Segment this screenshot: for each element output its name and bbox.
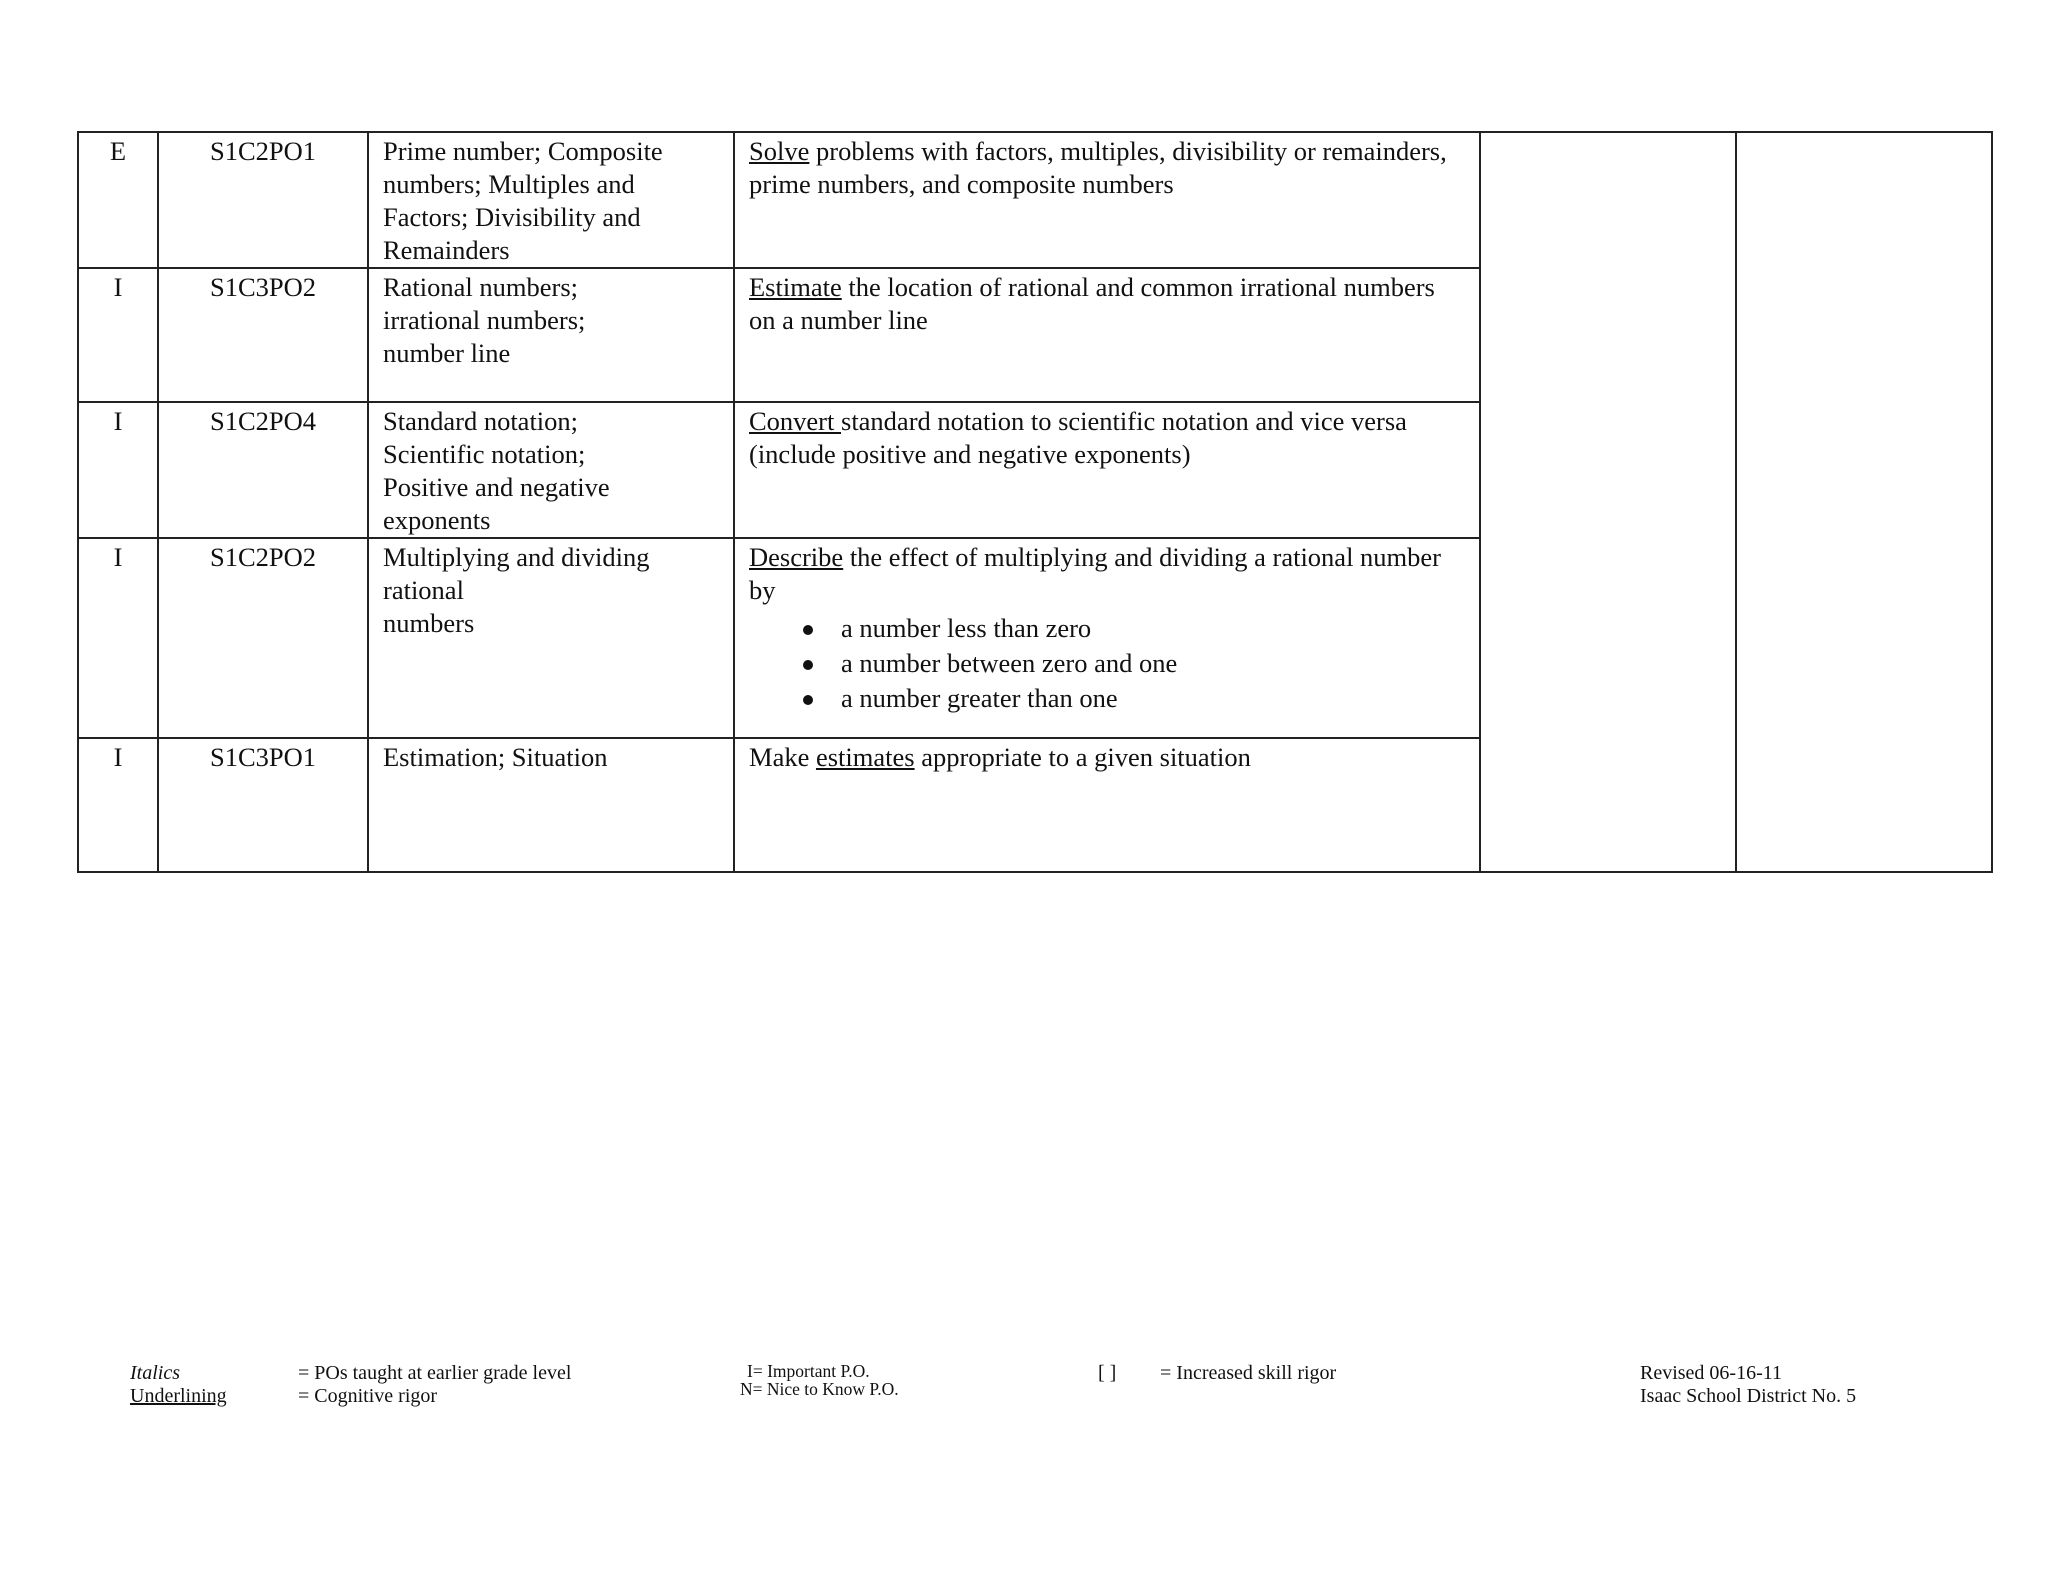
bullet-item: a number between zero and one: [841, 646, 1465, 681]
concept-line: Factors; Divisibility and: [383, 202, 641, 232]
code-cell: S1C2PO2: [158, 538, 368, 738]
legend-bracket-desc: = Increased skill rigor: [1160, 1362, 1337, 1384]
legend-important: I= Important P.O.: [747, 1361, 870, 1381]
concepts-cell: [368, 132, 734, 268]
objective-cell: [734, 738, 1480, 872]
objective-verb: Describe: [749, 542, 844, 572]
bullet-item: a number less than zero: [841, 611, 1465, 646]
objective-text: appropriate to a given situation: [914, 742, 1251, 772]
level-cell: I: [78, 538, 158, 738]
code-cell: S1C2PO1: [158, 132, 368, 268]
blank-column-cell: [1480, 132, 1736, 872]
concept-line: Rational numbers;: [383, 272, 579, 302]
bullet-item: a number greater than one: [841, 681, 1465, 716]
legend-italics-desc: = POs taught at earlier grade level: [298, 1362, 572, 1384]
objective-cell: [734, 538, 1480, 738]
legend-italics-label: Italics: [130, 1362, 180, 1384]
blank-column-cell: [1736, 132, 1992, 872]
objective-verb: estimates: [815, 742, 915, 772]
table-row: [78, 132, 1992, 268]
concept-line: numbers; Multiples and: [383, 169, 635, 199]
code-cell: S1C3PO1: [158, 738, 368, 872]
level-cell: I: [78, 402, 158, 538]
objective-verb: Convert: [749, 406, 841, 436]
concepts-cell: [368, 738, 734, 872]
legend-bracket-symbol: [ ]: [1098, 1362, 1117, 1384]
legend-nice-to-know: N= Nice to Know P.O.: [740, 1379, 899, 1399]
concepts-cell: [368, 268, 734, 402]
concept-line: Prime number; Composite: [383, 136, 663, 166]
level-cell: I: [78, 738, 158, 872]
concept-line: Remainders: [383, 235, 510, 265]
objective-bullet-list: [749, 611, 1465, 716]
objective-verb: Solve: [749, 136, 810, 166]
district-name: Isaac School District No. 5: [1640, 1385, 1857, 1407]
performance-objectives-table: [77, 131, 1993, 873]
concept-line: rational: [383, 575, 464, 605]
objective-text: the location of rational and common irrational numbers on a number line: [749, 272, 1435, 335]
objective-text: the effect of multiplying and dividing a rational number by: [749, 542, 1442, 605]
code-cell: S1C2PO4: [158, 402, 368, 538]
concept-line: number line: [383, 338, 511, 368]
concept-line: Multiplying and dividing: [383, 542, 650, 572]
objective-text: problems with factors, multiples, divisibility or remainders, prime numbers, and composite numbers: [749, 136, 1447, 199]
level-cell: I: [78, 268, 158, 402]
concept-line: irrational numbers;: [383, 305, 586, 335]
concepts-cell: [368, 402, 734, 538]
concept-line: Scientific notation;: [383, 439, 586, 469]
concept-line: Standard notation;: [383, 406, 579, 436]
level-cell: E: [78, 132, 158, 268]
concept-line: Positive and negative: [383, 472, 610, 502]
objective-pre: Make: [749, 742, 816, 772]
legend-underlining-label: Underlining: [130, 1385, 227, 1407]
objective-cell: [734, 268, 1480, 402]
objective-text: standard notation to scientific notation and vice versa (include positive and negative exponents): [749, 406, 1407, 469]
concept-line: exponents: [383, 505, 491, 535]
objective-cell: [734, 132, 1480, 268]
objective-cell: [734, 402, 1480, 538]
objective-verb: Estimate: [749, 272, 842, 302]
code-cell: S1C3PO2: [158, 268, 368, 402]
concept-line: Estimation; Situation: [383, 742, 608, 772]
concepts-cell: [368, 538, 734, 738]
concept-line: numbers: [383, 608, 475, 638]
legend-underlining-desc: = Cognitive rigor: [298, 1385, 438, 1407]
revised-date: Revised 06-16-11: [1640, 1362, 1783, 1384]
